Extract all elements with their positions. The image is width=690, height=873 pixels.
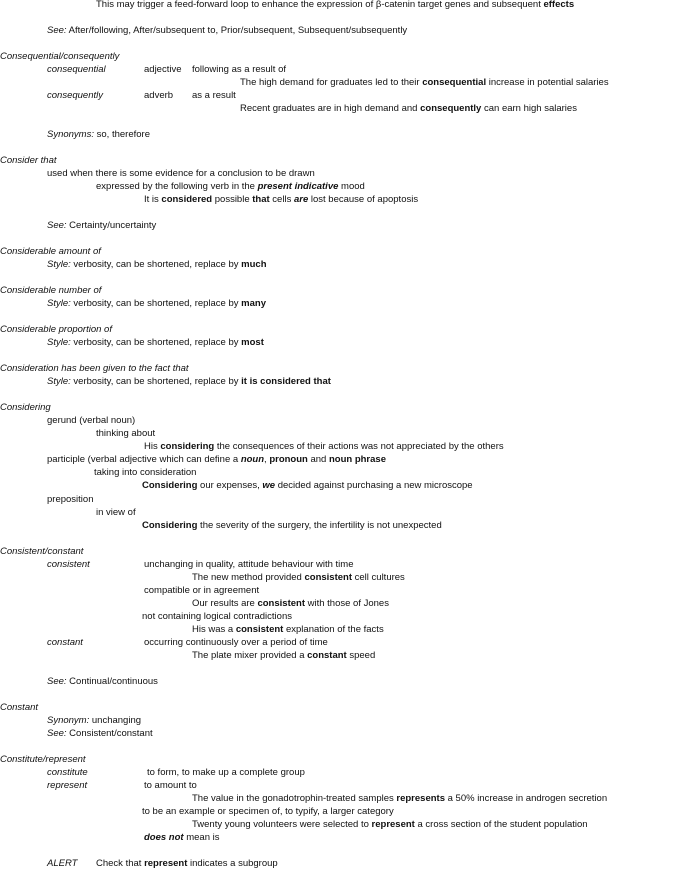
word-constitute: constitute	[47, 767, 88, 778]
see-also-line	[47, 220, 156, 232]
bold-term: pronoun	[269, 454, 308, 465]
text: mood	[338, 181, 365, 192]
text: lost because of apoptosis	[308, 194, 419, 205]
definition: not containing logical contradictions	[142, 611, 292, 622]
bold-term: are	[293, 194, 309, 205]
bold-term: represent	[371, 819, 415, 830]
definition: to amount to	[144, 780, 197, 791]
entry-heading-consistent-constant: Consistent/constant	[0, 546, 84, 557]
definition: taking into consideration	[94, 467, 197, 478]
definition: to be an example or specimen of, to typify, a larger category	[142, 806, 394, 817]
style-label: Style:	[47, 337, 71, 348]
definition: following as a result of	[192, 64, 286, 75]
pos-adverb: adverb	[144, 90, 174, 101]
style-note	[47, 298, 266, 310]
text: possible	[212, 194, 253, 205]
text: cell cultures	[352, 572, 405, 583]
text: cells	[269, 194, 294, 205]
bold-term: constant	[307, 650, 347, 661]
grammar-role	[47, 454, 386, 466]
synonym-line	[47, 715, 141, 727]
see-text: Continual/continuous	[66, 676, 158, 687]
style-note	[47, 259, 267, 271]
alert-text	[96, 858, 278, 870]
definition: to form, to make up a complete group	[147, 767, 305, 778]
example-sentence	[240, 77, 609, 89]
bold-term: it is considered that	[241, 376, 331, 387]
bold-term: most	[241, 337, 264, 348]
grammar-role: gerund (verbal noun)	[47, 415, 136, 426]
see-label: See:	[47, 728, 67, 739]
usage-note: used when there is some evidence for a conclusion to be drawn	[47, 168, 315, 179]
text: Twenty young volunteers were selected to	[192, 819, 372, 830]
bold-term: much	[241, 259, 267, 270]
synonym-text: unchanging	[89, 715, 142, 726]
see-also-line	[47, 25, 407, 37]
text: ,	[264, 454, 270, 465]
text: indicates a subgroup	[187, 858, 278, 869]
text: mean is	[183, 832, 220, 843]
entry-heading-consider-that: Consider that	[0, 155, 57, 166]
bold-term: represent	[144, 858, 188, 869]
grammar-role: preposition	[47, 494, 94, 505]
text: This may trigger a feed-forward loop to enhance the expression of β-catenin target genes and subsequent	[96, 0, 544, 10]
synonyms-text: so, therefore	[94, 129, 150, 140]
text: participle (verbal adjective which can define a	[47, 454, 241, 465]
bold-term: considering	[160, 441, 215, 452]
bold-term: consequential	[422, 77, 487, 88]
entry-heading: Considerable amount of	[0, 246, 101, 257]
text: can earn high salaries	[481, 103, 577, 114]
bold-term: consistent	[235, 624, 284, 635]
entry-heading-constitute-represent: Constitute/represent	[0, 754, 86, 765]
example-sentence	[192, 819, 588, 831]
entry-heading: Considerable number of	[0, 285, 102, 296]
synonym-label: Synonym:	[47, 715, 90, 726]
example-sentence	[142, 520, 442, 532]
text: expressed by the following verb in the	[96, 181, 258, 192]
text: The plate mixer provided a	[192, 650, 308, 661]
alert-label: ALERT	[47, 858, 78, 869]
bold-term: noun phrase	[328, 454, 386, 465]
see-also-line	[47, 728, 153, 740]
text: His	[144, 441, 161, 452]
example-sentence	[144, 194, 418, 206]
definition: unchanging in quality, attitude behaviour with time	[144, 559, 354, 570]
see-label: See:	[47, 220, 67, 231]
bold-term: indicative	[294, 181, 339, 192]
text: It is	[144, 194, 162, 205]
text: verbosity, can be shortened, replace by	[70, 259, 242, 270]
example-sentence	[192, 598, 389, 610]
example-sentence	[142, 480, 473, 492]
entry-heading-considering: Considering	[0, 402, 51, 413]
entry-heading: Consideration has been given to the fact that	[0, 363, 189, 374]
bold-term: consistent	[304, 572, 352, 583]
see-label: See:	[47, 676, 67, 687]
synonyms-label: Synonyms:	[47, 129, 94, 140]
see-also-line	[47, 676, 158, 688]
entry-heading-consequential: Consequential/consequently	[0, 51, 120, 62]
bold-term: considered	[161, 194, 213, 205]
definition: compatible or in agreement	[144, 585, 260, 596]
text: decided against purchasing a new microscope	[275, 480, 473, 491]
bold-term: we	[262, 480, 276, 491]
text: a 50% increase in androgen secretion	[444, 793, 608, 804]
definition: in view of	[96, 507, 136, 518]
example-sentence	[192, 624, 384, 636]
bold-term: does not	[144, 832, 184, 843]
bold-term: represents	[396, 793, 445, 804]
word-consistent: consistent	[47, 559, 90, 570]
example-sentence	[240, 103, 577, 115]
negation-note	[144, 832, 220, 844]
see-text: After/following, After/subsequent to, Prior/subsequent, Subsequent/subsequently	[66, 25, 408, 36]
text: verbosity, can be shortened, replace by	[70, 298, 242, 309]
text: The value in the gonadotrophin-treated samples	[192, 793, 397, 804]
bold-term: many	[241, 298, 266, 309]
text: increase in potential salaries	[486, 77, 609, 88]
text: Check that	[96, 858, 145, 869]
style-label: Style:	[47, 376, 71, 387]
see-text: Certainty/uncertainty	[66, 220, 157, 231]
text: the consequences of their actions was not appreciated by the others	[214, 441, 504, 452]
text: The high demand for graduates led to their	[240, 77, 423, 88]
bold-term: present	[257, 181, 292, 192]
bold-term: Considering	[142, 480, 198, 491]
text: The new method provided	[192, 572, 305, 583]
bold-term: noun	[240, 454, 265, 465]
text: a cross section of the student population	[414, 819, 588, 830]
example-sentence	[192, 793, 607, 805]
see-text: Consistent/constant	[66, 728, 153, 739]
definition: occurring continuously over a period of time	[144, 637, 328, 648]
definition: thinking about	[96, 428, 156, 439]
word-constant: constant	[47, 637, 83, 648]
definition: as a result	[192, 90, 236, 101]
text: His was a	[192, 624, 236, 635]
usage-note	[96, 181, 365, 193]
text: speed	[346, 650, 376, 661]
example-sentence	[144, 441, 504, 453]
entry-heading: Considerable proportion of	[0, 324, 112, 335]
text: explanation of the facts	[283, 624, 384, 635]
word-consequently: consequently	[47, 90, 103, 101]
word-consequential: consequential	[47, 64, 106, 75]
word-represent: represent	[47, 780, 88, 791]
pos-adjective: adjective	[144, 64, 182, 75]
text: and	[307, 454, 329, 465]
bold-term: that	[252, 194, 270, 205]
carryover-example	[96, 0, 574, 11]
bold-term: consequently	[420, 103, 482, 114]
style-note	[47, 337, 264, 349]
text: verbosity, can be shortened, replace by	[70, 376, 242, 387]
example-sentence	[192, 572, 405, 584]
style-label: Style:	[47, 259, 71, 270]
text: with those of Jones	[304, 598, 389, 609]
text: Recent graduates are in high demand and	[240, 103, 421, 114]
text: the severity of the surgery, the infertility is not unexpected	[197, 520, 442, 531]
text: Our results are	[192, 598, 258, 609]
style-label: Style:	[47, 298, 71, 309]
bold-term: effects	[543, 0, 575, 10]
synonyms-line	[47, 129, 150, 141]
text: our expenses,	[197, 480, 263, 491]
bold-term: Considering	[142, 520, 198, 531]
example-sentence	[192, 650, 375, 662]
entry-heading-constant: Constant	[0, 702, 39, 713]
see-label: See:	[47, 25, 67, 36]
bold-term: consistent	[257, 598, 305, 609]
style-note	[47, 376, 331, 388]
text: verbosity, can be shortened, replace by	[70, 337, 242, 348]
